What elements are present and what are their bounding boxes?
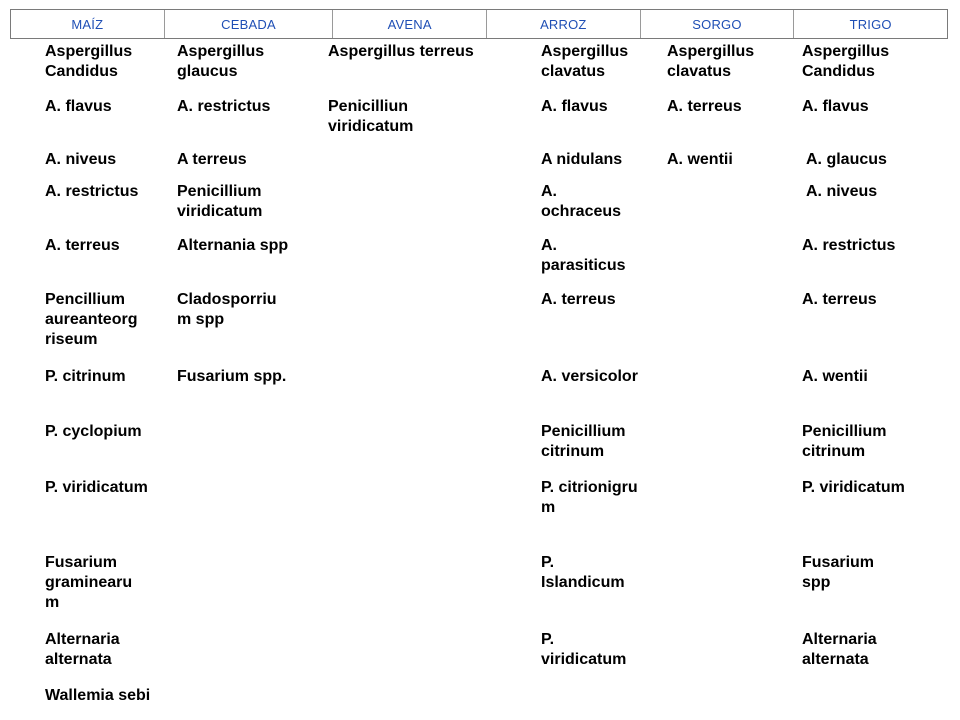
trigo-cell: A. restrictus [802, 237, 896, 254]
trigo-cell: A. glaucus [806, 151, 887, 168]
maiz-cell: Pencillium aureanteorg riseum [45, 291, 138, 348]
cebada-cell: A. restrictus [177, 98, 271, 115]
cebada-cell: Fusarium spp. [177, 368, 287, 385]
arroz-cell: Aspergillus clavatus [541, 43, 629, 80]
arroz-cell: Penicillium citrinum [541, 423, 626, 460]
trigo-cell: P. viridicatum [802, 479, 905, 496]
sorgo-cell: Aspergillus clavatus [667, 43, 755, 80]
maiz-cell: P. citrinum [45, 368, 126, 385]
trigo-cell: A. flavus [802, 98, 869, 115]
header-avena: AVENA [333, 10, 487, 38]
trigo-cell: A. terreus [802, 291, 877, 308]
maiz-cell: Aspergillus Candidus [45, 43, 133, 80]
cebada-cell: A terreus [177, 151, 247, 168]
cebada-cell: Aspergillus glaucus [177, 43, 265, 80]
trigo-cell: Aspergillus Candidus [802, 43, 890, 80]
header-arroz: ARROZ [487, 10, 641, 38]
maiz-cell: A. flavus [45, 98, 112, 115]
arroz-cell: A. terreus [541, 291, 616, 308]
cebada-cell: Alternania spp [177, 237, 289, 254]
maiz-cell: P. cyclopium [45, 423, 142, 440]
header-maiz: MAÍZ [11, 10, 165, 38]
avena-cell: Aspergillus terreus [328, 43, 474, 60]
arroz-cell: A. versicolor [541, 368, 638, 385]
arroz-cell: A. ochraceus [541, 183, 622, 220]
avena-cell: Penicilliun viridicatum [328, 98, 414, 135]
trigo-cell: A. wentii [802, 368, 868, 385]
arroz-cell: A nidulans [541, 151, 623, 168]
cebada-cell: Penicillium viridicatum [177, 183, 263, 220]
arroz-cell: P. Islandicum [541, 554, 625, 591]
header-sorgo: SORGO [641, 10, 795, 38]
maiz-cell: P. viridicatum [45, 479, 148, 496]
sorgo-cell: A. terreus [667, 98, 742, 115]
table-header-row [10, 9, 948, 39]
cebada-cell: Cladosporriu m spp [177, 291, 277, 328]
trigo-cell: Penicillium citrinum [802, 423, 887, 460]
sorgo-cell: A. wentii [667, 151, 733, 168]
trigo-cell: Alternaria alternata [802, 631, 877, 668]
trigo-cell: A. niveus [806, 183, 878, 200]
arroz-cell: P. viridicatum [541, 631, 627, 668]
trigo-cell: Fusarium spp [802, 554, 875, 591]
header-cebada: CEBADA [165, 10, 334, 38]
maiz-cell: A. restrictus [45, 183, 139, 200]
maiz-cell: Wallemia sebi [45, 687, 151, 704]
maiz-cell: Fusarium graminearu m [45, 554, 133, 611]
maiz-cell: Alternaria alternata [45, 631, 120, 668]
arroz-cell: A. flavus [541, 98, 608, 115]
maiz-cell: A. niveus [45, 151, 117, 168]
arroz-cell: A. parasiticus [541, 237, 626, 274]
maiz-cell: A. terreus [45, 237, 120, 254]
arroz-cell: P. citrionigru m [541, 479, 638, 516]
header-trigo: TRIGO [849, 16, 892, 32]
